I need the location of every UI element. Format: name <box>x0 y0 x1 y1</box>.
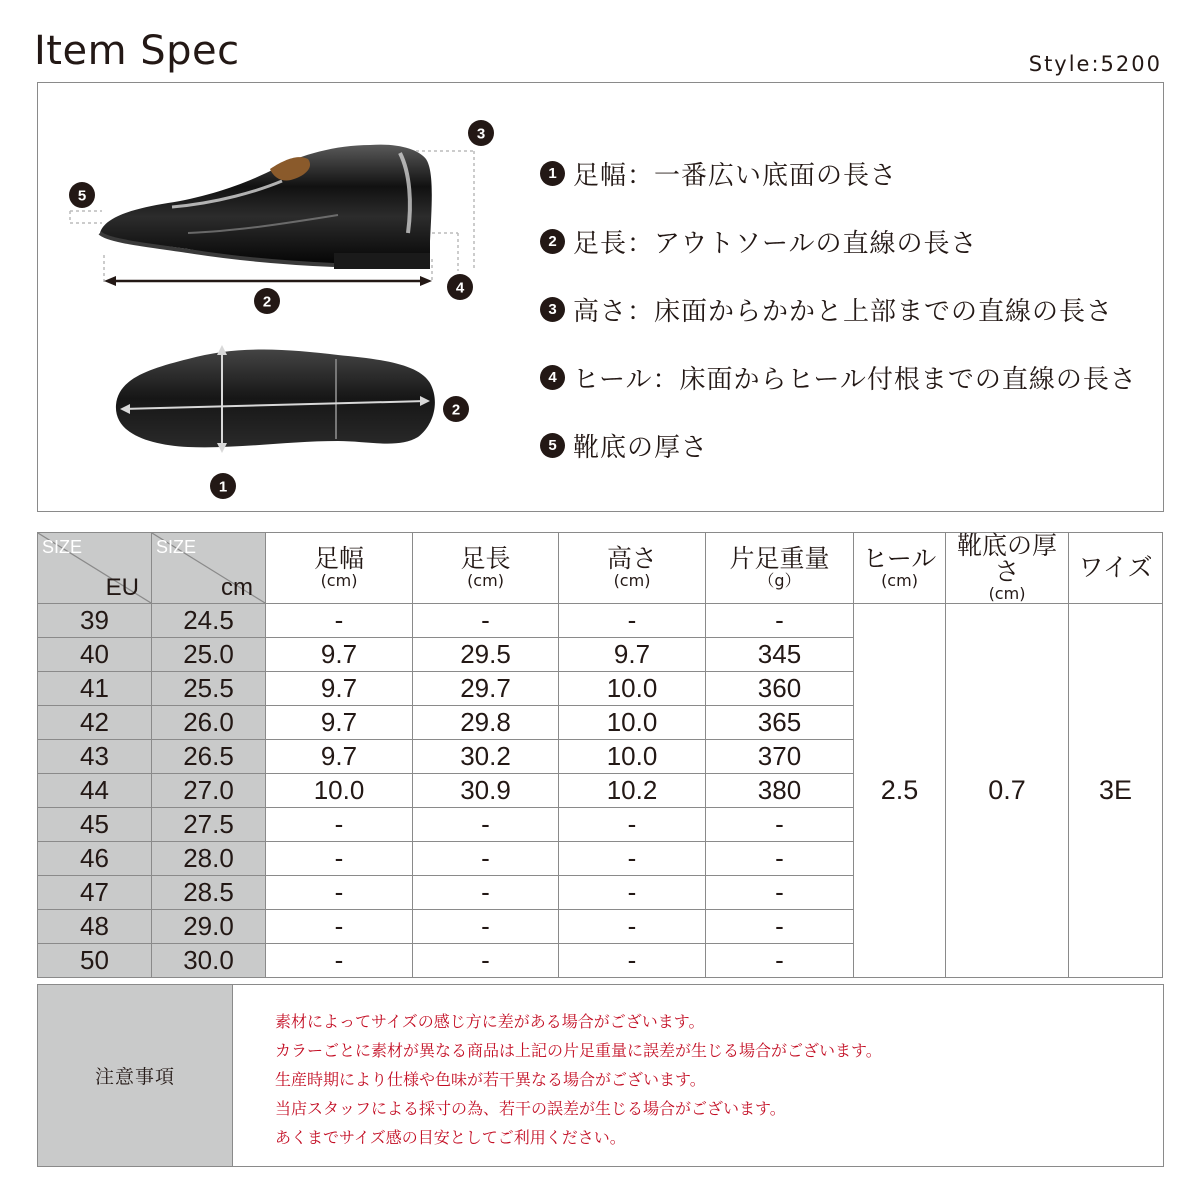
length-arrow <box>104 276 432 286</box>
notes-box <box>37 984 1164 1167</box>
width-cell: 9.7 <box>266 706 413 740</box>
length-cell: - <box>413 944 559 978</box>
length-cell: 29.8 <box>413 706 559 740</box>
weight-cell: 360 <box>706 672 854 706</box>
table-body <box>38 604 1163 978</box>
width-cell: 9.7 <box>266 672 413 706</box>
shoe-sole-view <box>116 350 435 448</box>
width-cell: - <box>266 842 413 876</box>
legend-item-2 <box>540 207 1137 275</box>
size-table <box>37 532 1163 978</box>
heel-cell: 2.5 <box>854 604 946 978</box>
page-title: Item Spec <box>34 28 240 74</box>
size-eu-cell: 46 <box>38 842 152 876</box>
size-eu-cell: 42 <box>38 706 152 740</box>
width-cell: - <box>266 808 413 842</box>
weight-cell: - <box>706 944 854 978</box>
length-cell: 29.7 <box>413 672 559 706</box>
header-size-cm <box>152 533 266 604</box>
legend-text: 高さ：床面からかかと上部までの直線の長さ <box>573 296 1114 327</box>
legend-item-3 <box>540 275 1137 343</box>
svg-text:2: 2 <box>451 401 461 419</box>
size-cm-cell: 27.0 <box>152 774 266 808</box>
height-cell: - <box>559 842 706 876</box>
length-cell: - <box>413 842 559 876</box>
header-length: 足長 (cm) <box>413 533 559 604</box>
svg-text:2: 2 <box>262 293 272 311</box>
legend-text: ヒール：床面からヒール付根までの直線の長さ <box>573 364 1137 395</box>
svg-text:1: 1 <box>218 478 228 496</box>
svg-text:3: 3 <box>476 125 486 143</box>
header-weight: 片足重量 （g） <box>706 533 854 604</box>
sole-thickness-cell: 0.7 <box>946 604 1069 978</box>
size-eu-cell: 44 <box>38 774 152 808</box>
size-eu-cell: 48 <box>38 910 152 944</box>
size-cm-cell: 27.5 <box>152 808 266 842</box>
width-cell: - <box>266 604 413 638</box>
weight-cell: 370 <box>706 740 854 774</box>
notes-list <box>233 985 882 1166</box>
width-cell: 9.7 <box>266 740 413 774</box>
note-line: あくまでサイズ感の目安としてご利用ください。 <box>275 1128 626 1147</box>
length-cell: 30.2 <box>413 740 559 774</box>
length-cell: 30.9 <box>413 774 559 808</box>
weight-cell: - <box>706 876 854 910</box>
header-height: 高さ (cm) <box>559 533 706 604</box>
width-cell: - <box>266 910 413 944</box>
marker-2-side <box>254 288 280 314</box>
size-label: SIZE <box>42 537 83 557</box>
length-cell: - <box>413 604 559 638</box>
size-cm-cell: 25.5 <box>152 672 266 706</box>
header-wise: ワイズ <box>1069 533 1163 604</box>
size-eu-cell: 45 <box>38 808 152 842</box>
size-cm-cell: 29.0 <box>152 910 266 944</box>
svg-text:5: 5 <box>77 187 87 205</box>
legend-item-1 <box>540 139 1137 207</box>
size-eu-cell: 50 <box>38 944 152 978</box>
number-badge: 1 <box>540 161 565 186</box>
length-cell: - <box>413 876 559 910</box>
height-cell: - <box>559 910 706 944</box>
legend-text: 靴底の厚さ <box>573 432 709 463</box>
length-cell: 29.5 <box>413 638 559 672</box>
eu-label: EU <box>105 574 139 601</box>
marker-2-sole <box>443 396 469 422</box>
table-row <box>38 604 1163 638</box>
weight-cell: - <box>706 604 854 638</box>
size-cm-cell: 28.5 <box>152 876 266 910</box>
style-code: Style:5200 <box>1028 52 1162 76</box>
height-cell: 9.7 <box>559 638 706 672</box>
size-cm-cell: 28.0 <box>152 842 266 876</box>
number-badge: 3 <box>540 297 565 322</box>
weight-cell: - <box>706 910 854 944</box>
height-cell: 10.0 <box>559 740 706 774</box>
width-cell: 10.0 <box>266 774 413 808</box>
measurement-legend <box>540 139 1137 479</box>
size-cm-cell: 24.5 <box>152 604 266 638</box>
size-cm-cell: 25.0 <box>152 638 266 672</box>
shoe-side-view <box>100 145 432 269</box>
legend-item-5 <box>540 411 1137 479</box>
size-eu-cell: 39 <box>38 604 152 638</box>
marker-3 <box>468 120 494 146</box>
note-line: 生産時期により仕様や色味が若干異なる場合がございます。 <box>275 1070 706 1089</box>
weight-cell: 365 <box>706 706 854 740</box>
marker-1 <box>210 473 236 499</box>
header-sole-thickness: 靴底の厚さ (cm) <box>946 533 1069 604</box>
height-cell: - <box>559 876 706 910</box>
weight-cell: 345 <box>706 638 854 672</box>
legend-item-4 <box>540 343 1137 411</box>
header-heel: ヒール (cm) <box>854 533 946 604</box>
header-width: 足幅 (cm) <box>266 533 413 604</box>
size-eu-cell: 43 <box>38 740 152 774</box>
svg-text:4: 4 <box>455 279 465 297</box>
number-badge: 2 <box>540 229 565 254</box>
size-eu-cell: 41 <box>38 672 152 706</box>
width-cell: - <box>266 876 413 910</box>
length-cell: - <box>413 910 559 944</box>
shoe-measurement-illustration <box>38 83 518 513</box>
size-cm-cell: 26.5 <box>152 740 266 774</box>
height-cell: 10.0 <box>559 706 706 740</box>
weight-cell: - <box>706 842 854 876</box>
width-cell: 9.7 <box>266 638 413 672</box>
note-line: 当店スタッフによる採寸の為、若干の誤差が生じる場合がございます。 <box>275 1099 786 1118</box>
size-cm-cell: 26.0 <box>152 706 266 740</box>
wise-cell: 3E <box>1069 604 1163 978</box>
spec-illustration-box <box>37 82 1164 512</box>
size-cm-cell: 30.0 <box>152 944 266 978</box>
number-badge: 5 <box>540 433 565 458</box>
height-cell: 10.2 <box>559 774 706 808</box>
height-cell: - <box>559 808 706 842</box>
number-badge: 4 <box>540 365 565 390</box>
marker-4 <box>447 274 473 300</box>
height-cell: - <box>559 944 706 978</box>
legend-text: 足長：アウトソールの直線の長さ <box>573 228 978 259</box>
size-eu-cell: 40 <box>38 638 152 672</box>
table-header-row <box>38 533 1163 604</box>
legend-text: 足幅：一番広い底面の長さ <box>573 160 898 191</box>
note-line: カラーごとに素材が異なる商品は上記の片足重量に誤差が生じる場合がございます。 <box>275 1041 882 1060</box>
marker-5 <box>69 182 95 208</box>
size-label: SIZE <box>156 537 197 557</box>
notes-label: 注意事項 <box>38 985 233 1166</box>
height-cell: - <box>559 604 706 638</box>
header-size-eu <box>38 533 152 604</box>
weight-cell: 380 <box>706 774 854 808</box>
length-cell: - <box>413 808 559 842</box>
weight-cell: - <box>706 808 854 842</box>
size-eu-cell: 47 <box>38 876 152 910</box>
height-cell: 10.0 <box>559 672 706 706</box>
cm-label: cm <box>221 574 253 601</box>
width-cell: - <box>266 944 413 978</box>
note-line: 素材によってサイズの感じ方に差がある場合がございます。 <box>275 1012 705 1031</box>
